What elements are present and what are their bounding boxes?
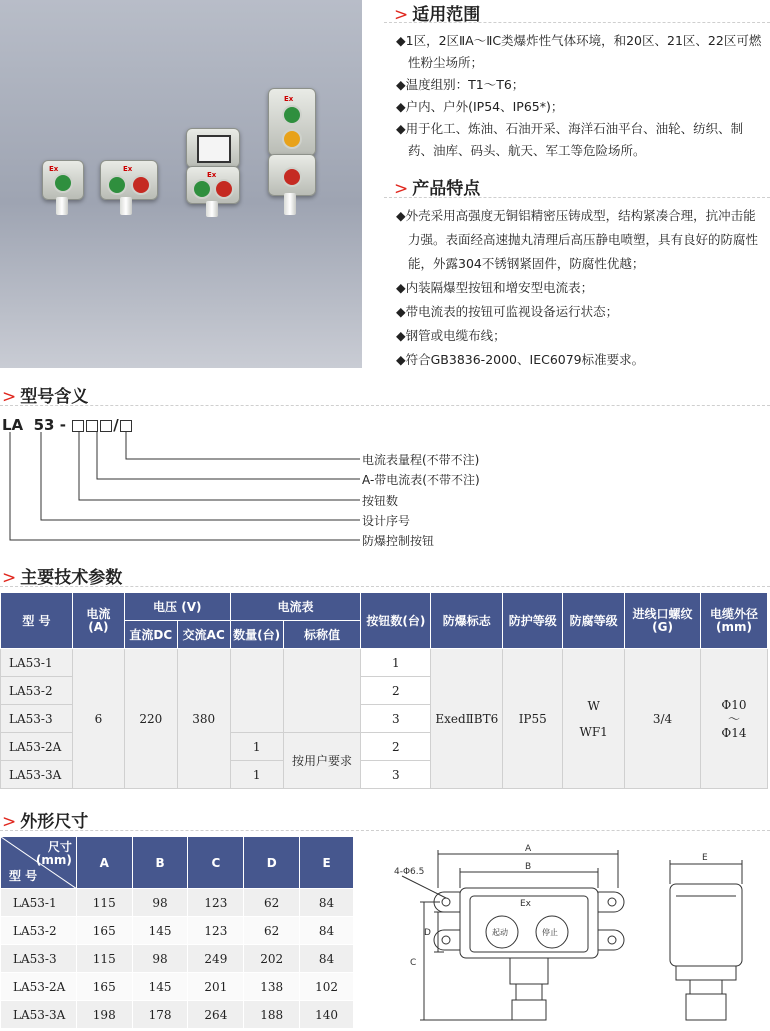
cable-max: Φ14 (721, 725, 747, 740)
model-label-range: 电流表量程(不带不注) (362, 453, 480, 467)
dim-value: 201 (188, 973, 244, 1001)
dim-value: 165 (76, 917, 132, 945)
dim-value: 84 (300, 917, 354, 945)
dim-label-a: A (525, 844, 532, 854)
cell-buttons: 3 (361, 761, 431, 789)
dim-value: 264 (188, 1001, 244, 1029)
dim-label-d: D (424, 928, 431, 938)
model-prefix: LA (2, 416, 24, 434)
dim-value: 62 (244, 917, 300, 945)
th-dc: 直流DC (124, 621, 177, 649)
params-heading: > 主要技术参数 (2, 568, 123, 588)
cell-ac: 380 (177, 649, 230, 789)
cell-model: LA53-2A (1, 733, 73, 761)
corrosion-w: W (587, 698, 600, 713)
dim-value: 98 (132, 945, 188, 973)
product-triple-top: Ex (268, 88, 316, 156)
model-label-ammeter: A-带电流表(不带不注) (362, 473, 480, 487)
product-ammeter-buttons: Ex (186, 166, 240, 204)
product-triple-bottom (268, 154, 316, 196)
model-dash: - (59, 416, 66, 434)
th-dim-b: B (132, 837, 188, 889)
product-single-button: Ex (42, 160, 84, 200)
dim-value: 145 (132, 973, 188, 1001)
th-ammeter: 电流表 (230, 593, 361, 621)
th-cable: 电缆外径 (mm) (700, 593, 767, 649)
cell-buttons: 1 (361, 649, 431, 677)
cell-qty: 1 (230, 733, 283, 761)
dim-value: 102 (300, 973, 354, 1001)
th-protect: 防护等级 (503, 593, 563, 649)
drawing-start-label: 起动 (492, 928, 508, 937)
th-size (36, 841, 72, 867)
dim-model: LA53-2 (1, 917, 77, 945)
table-row (1, 945, 354, 973)
th-qty: 数量(台) (230, 621, 283, 649)
th-dim-d: D (244, 837, 300, 889)
cable-min: Φ10 (721, 697, 747, 712)
th-buttons: 按钮数(台) (361, 593, 431, 649)
dim-value: 249 (188, 945, 244, 973)
th-size-unit: (mm) (35, 853, 72, 867)
th-thread: 进线口螺纹 (G) (625, 593, 701, 649)
dim-value: 84 (300, 945, 354, 973)
dim-value: 198 (76, 1001, 132, 1029)
cell-model: LA53-3 (1, 705, 73, 733)
th-dim-a: A (76, 837, 132, 889)
params-table (0, 592, 768, 789)
cell-nominal: 按用户要求 (283, 733, 361, 789)
feature-item: ◆内装隔爆型按钮和增安型电流表； (396, 280, 594, 295)
dims-table (0, 836, 354, 1029)
dim-value: 123 (188, 917, 244, 945)
th-model: 型 号 (1, 593, 73, 649)
placeholder-box (100, 420, 112, 432)
dim-value: 188 (244, 1001, 300, 1029)
dim-value: 178 (132, 1001, 188, 1029)
product-double-button: Ex (100, 160, 158, 200)
model-label-design: 设计序号 (362, 514, 411, 528)
dim-model: LA53-3 (1, 945, 77, 973)
divider (0, 830, 770, 831)
drawing-stop-label: 停止 (542, 928, 558, 937)
dim-value: 145 (132, 917, 188, 945)
cell-corrosion (563, 649, 625, 789)
scope-item: ◆户内、户外(IP54、IP65*)； (396, 99, 564, 114)
model-label-type: 防爆控制按钮 (362, 534, 435, 548)
feature-item: ◆钢管或电缆布线； (396, 328, 506, 343)
th-dim-e: E (300, 837, 354, 889)
model-heading: > 型号含义 (2, 387, 89, 407)
dim-value: 115 (76, 889, 132, 917)
dim-value: 98 (132, 889, 188, 917)
cell-qty: 1 (230, 761, 283, 789)
dim-label-b: B (525, 862, 532, 872)
dim-model: LA53-3A (1, 1001, 77, 1029)
th-size-model (1, 837, 77, 889)
table-row (1, 973, 354, 1001)
scope-item: ◆温度组别：T1～T6； (396, 77, 525, 92)
cell-protect: IP55 (503, 649, 563, 789)
feature-item: ◆外壳采用高强度无铜铝精密压铸成型，结构紧凑合理，抗冲击能力强。表面经高速抛丸清理后高压静电喷塑，具有良好的防腐性能，外露304不锈钢紧固件，防腐性优越； (396, 208, 759, 271)
divider (384, 197, 770, 198)
scope-item: ◆1区，2区ⅡA～ⅡC类爆炸性气体环境，和20区、21区、22区可燃性粉尘场所； (396, 33, 762, 70)
dim-label-c: C (410, 958, 417, 968)
dim-model: LA53-2A (1, 973, 77, 1001)
cell-nominal-empty (283, 649, 361, 733)
corrosion-wf1: WF1 (579, 724, 608, 739)
model-title: 型号含义 (20, 387, 89, 407)
divider (0, 405, 770, 406)
model-series: 53 (33, 416, 55, 434)
product-photo (0, 0, 362, 368)
dim-value: 62 (244, 889, 300, 917)
th-model: 型 号 (9, 869, 38, 883)
th-dim-c: C (188, 837, 244, 889)
dim-value: 165 (76, 973, 132, 1001)
model-slash: / (113, 416, 119, 434)
table-row (1, 1001, 354, 1029)
table-row (1, 889, 354, 917)
scope-item: ◆用于化工、炼油、石油开采、海洋石油平台、油轮、纺织、制药、油库、码头、航天、军工等危险场所。 (396, 121, 744, 158)
divider (384, 22, 770, 23)
dimension-drawing (380, 840, 770, 1031)
cell-cable (700, 649, 767, 789)
dim-label-e: E (702, 853, 708, 863)
scope-list (396, 30, 768, 162)
th-current: 电流 (A) (72, 593, 124, 649)
dim-value: 84 (300, 889, 354, 917)
th-corrosion: 防腐等级 (563, 593, 625, 649)
scope-heading: > 适用范围 (394, 5, 481, 25)
cell-buttons: 2 (361, 677, 431, 705)
cell-buttons: 2 (361, 733, 431, 761)
features-list (396, 204, 768, 372)
cell-current: 6 (72, 649, 124, 789)
table-row (1, 917, 354, 945)
cell-model: LA53-2 (1, 677, 73, 705)
scope-title: 适用范围 (412, 5, 481, 25)
th-ac: 交流AC (177, 621, 230, 649)
dim-value: 115 (76, 945, 132, 973)
features-heading: > 产品特点 (394, 179, 481, 199)
dims-title: 外形尺寸 (20, 812, 89, 832)
th-voltage: 电压 (V) (124, 593, 230, 621)
cable-tilde: ～ (727, 711, 740, 726)
th-size-label: 尺寸 (47, 840, 72, 854)
cell-model: LA53-1 (1, 649, 73, 677)
dim-model: LA53-1 (1, 889, 77, 917)
th-nominal: 标称值 (283, 621, 361, 649)
cell-buttons: 3 (361, 705, 431, 733)
dim-value: 140 (300, 1001, 354, 1029)
cell-model: LA53-3A (1, 761, 73, 789)
cell-exmark: ExedⅡBT6 (431, 649, 503, 789)
dim-label-hole: 4-Φ6.5 (394, 867, 425, 877)
placeholder-box (120, 420, 132, 432)
dim-value: 202 (244, 945, 300, 973)
placeholder-box (86, 420, 98, 432)
drawing-ex-mark: Ex (520, 899, 532, 909)
dim-value: 123 (188, 889, 244, 917)
feature-item: ◆符合GB3836-2000、IEC6079标准要求。 (396, 352, 645, 367)
params-title: 主要技术参数 (20, 568, 123, 588)
dim-value: 138 (244, 973, 300, 1001)
model-leader-lines (0, 432, 370, 552)
product-ammeter (186, 128, 240, 168)
cell-qty (230, 649, 283, 733)
feature-item: ◆带电流表的按钮可监视设备运行状态； (396, 304, 619, 319)
th-exmark: 防爆标志 (431, 593, 503, 649)
divider (0, 586, 770, 587)
cell-thread: 3/4 (625, 649, 701, 789)
placeholder-box (72, 420, 84, 432)
dims-heading: > 外形尺寸 (2, 812, 89, 832)
model-label-buttons: 按钮数 (362, 494, 399, 508)
cell-dc: 220 (124, 649, 177, 789)
features-title: 产品特点 (412, 179, 481, 199)
